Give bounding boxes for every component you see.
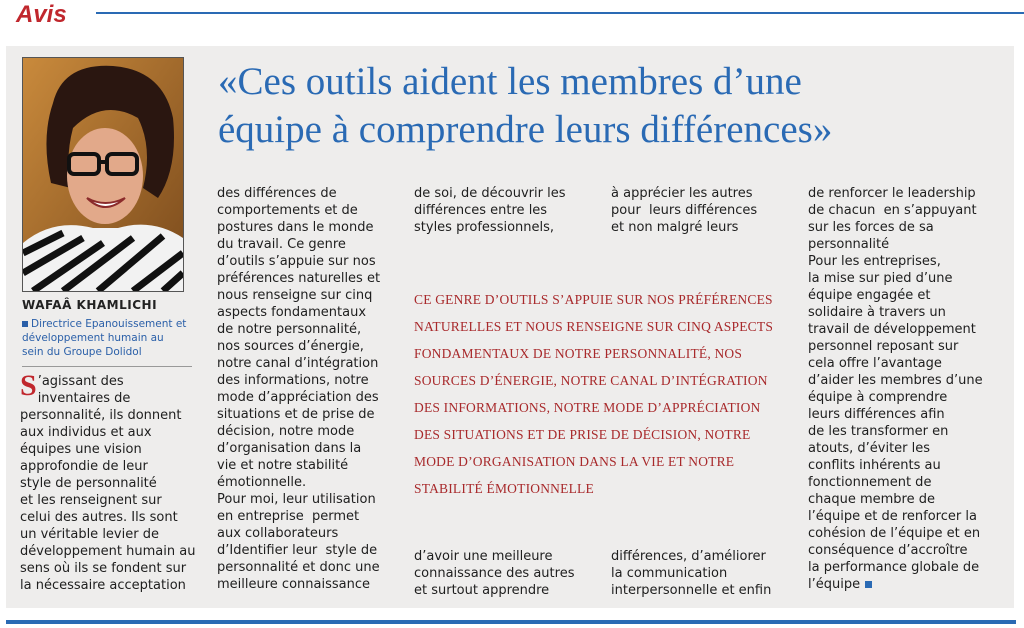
title-line-2: équipe à comprendre leurs différences» xyxy=(218,108,833,151)
pull-quote: CE GENRE D’OUTILS S’APPUIE SUR NOS PRÉFÉRENCES NATURELLES ET NOUS RENSEIGNE SUR CINQ ASPECTS FONDAMENTAUX DE NOTRE PERSONNALITÉ, NOS SOURCES D’ÉNERGIE, NOTRE CANAL D’INTÉGRATION DES INFORMATIONS, NOTRE MODE D’APPRÉCIATION DES SITUATIONS ET DE PRISE DE DÉCISION, NOTRE MODE D’ORGANISATION DANS LA VIE ET NOTRE STABILITÉ ÉMOTIONNELLE xyxy=(414,292,774,496)
title-line-1: «Ces outils aident les membres d’une xyxy=(218,60,802,103)
column-5-text: de renforcer le leadership de chacun en s’appuyant sur les forces de sa personnalité Pour les entreprises, la mise sur pied d’une équipe engagée et solidaire à travers un travail de développement personnel reposant sur cela offre l’avantage d’aider les membres d’une équipe à comprendre leurs différences afin de les transformer en atouts, d’éviter les conflits inhérents au fonctionnement de chaque membre de l’équipe et de renforcer la cohésion de l’équipe et en conséquence d’accroître la performance globale de l’équipe xyxy=(808,186,983,592)
column-4-top: à apprécier les autres pour leurs différences et non malgré leurs xyxy=(611,186,758,235)
column-3-top: de soi, de découvrir les différences entre les styles professionnels, xyxy=(414,186,566,235)
header-rule xyxy=(88,12,1024,14)
column-2: des différences de comportements et de postures dans le monde du travail. Ce genre d’outils s’appuie sur nos préférences naturelles et nous renseigne sur cinq aspects fondamentaux de notre personnalité, nos sources d’énergie, notre canal d’intégration des informations, notre mode d’appréciation des situations et de prise de décision, notre mode d’organisation dans la vie et notre stabilité émotionnelle. Pour moi, leur utilisation en entreprise permet aux collaborateurs d’Identifier leur style de personnalité et donc une meilleure connaissance xyxy=(217,186,381,592)
column-3-bottom: d’avoir une meilleure connaissance des autres et surtout apprendre xyxy=(414,549,575,598)
separator xyxy=(22,366,192,367)
drop-cap: S xyxy=(20,369,37,402)
column-4-bottom: différences, d’améliorer la communication interpersonnelle et enfin xyxy=(611,549,772,598)
bullet-square-icon xyxy=(22,321,28,327)
end-square-icon xyxy=(865,581,872,588)
column-5 xyxy=(808,185,1008,593)
column-1-text: ’agissant des inventaires de personnalité, ils donnent aux individus et aux équipes une vision approfondie de leur style de personnalité et les renseignent sur celui des autres. Ils sont un véritable levier de développement humain au sens où ils se fondent sur la nécessaire acceptation xyxy=(20,374,196,593)
author-role xyxy=(22,317,187,359)
column-1 xyxy=(20,369,200,594)
author-name: WAFAÂ KHAMLICHI xyxy=(22,298,158,312)
page-header xyxy=(0,0,1024,40)
section-label: Avis xyxy=(6,0,96,32)
footer-rule xyxy=(6,620,1016,624)
author-photo xyxy=(22,57,184,292)
author-role-text: Directrice Epanouissement et développement humain au sein du Groupe Dolidol xyxy=(22,318,187,358)
article-title xyxy=(218,58,1008,154)
